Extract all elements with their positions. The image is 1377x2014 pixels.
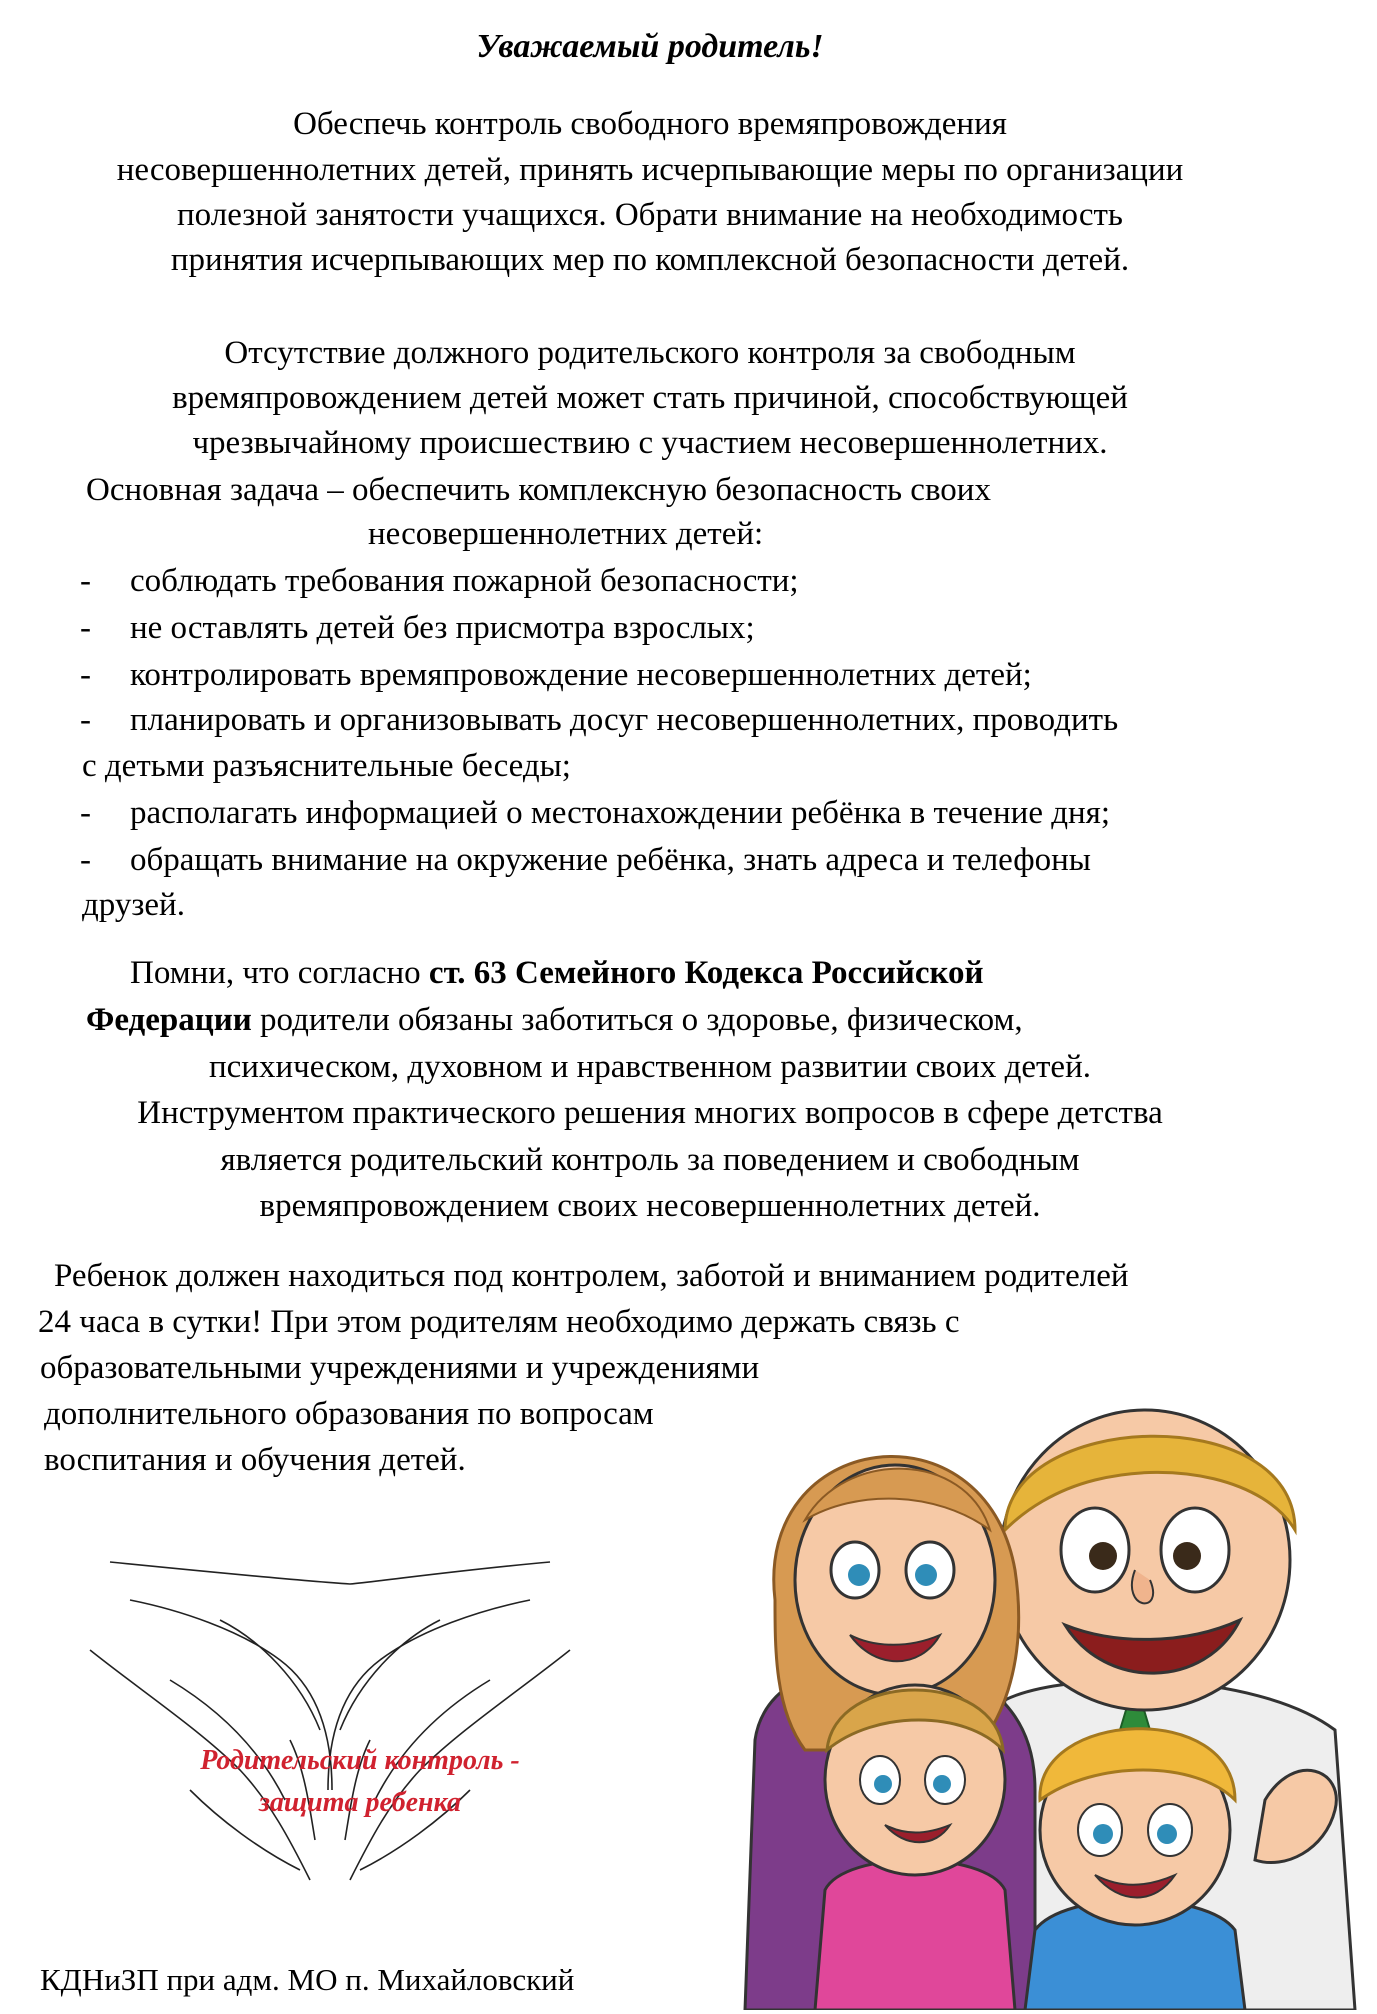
- slogan-line: Родительский контроль -: [200, 1745, 520, 1776]
- list-marker: -: [80, 842, 91, 878]
- list-marker: -: [80, 657, 91, 693]
- paragraph2-line: чрезвычайному происшествию с участием несовершеннолетних.: [192, 425, 1108, 461]
- task-line: несовершеннолетних детей:: [368, 516, 764, 552]
- paragraph2-line: времяпровождением детей может стать причиной, способствующей: [172, 380, 1128, 416]
- law-reference: ст. 63 Семейного Кодекса Российской: [428, 955, 984, 991]
- list-item-continuation: с детьми разъяснительные беседы;: [82, 748, 571, 784]
- law-reference: Федерации: [86, 1002, 252, 1038]
- family-cartoon-illustration: [735, 1370, 1365, 2010]
- footer-organization: КДНиЗП при адм. МО п. Михайловский: [40, 1962, 575, 1997]
- page-title: Уважаемый родитель!: [476, 28, 824, 65]
- list-marker: -: [80, 563, 91, 599]
- paragraph4-line: Ребенок должен находиться под контролем, заботой и вниманием родителей: [54, 1258, 1129, 1294]
- list-marker: -: [80, 795, 91, 831]
- paragraph2-line: Отсутствие должного родительского контроля за свободным: [224, 335, 1076, 371]
- slogan: [140, 1740, 580, 1824]
- paragraph1-line: Обеспечь контроль свободного времяпровождения: [293, 106, 1007, 142]
- list-item: обращать внимание на окружение ребёнка, знать адреса и телефоны: [130, 842, 1091, 878]
- paragraph3-line: [130, 953, 984, 993]
- list-marker: -: [80, 702, 91, 738]
- slogan-line: защита ребенка: [258, 1787, 462, 1818]
- paragraph3-line: времяпровождением своих несовершеннолетних детей.: [259, 1188, 1041, 1224]
- list-marker: -: [80, 610, 91, 646]
- paragraph3-text: родители обязаны заботиться о здоровье, физическом,: [251, 1002, 1023, 1038]
- paragraph3-text: Помни, что согласно: [130, 955, 429, 991]
- list-item: контролировать времяпровождение несовершеннолетних детей;: [130, 657, 1032, 693]
- list-item: соблюдать требования пожарной безопасности;: [130, 563, 799, 599]
- paragraph4-line: образовательными учреждениями и учреждениями: [40, 1350, 760, 1386]
- paragraph4-line: воспитания и обучения детей.: [44, 1442, 466, 1478]
- hands-sketch-illustration: [70, 1540, 590, 1900]
- paragraph4-line: дополнительного образования по вопросам: [44, 1396, 654, 1432]
- list-item: располагать информацией о местонахождении ребёнка в течение дня;: [130, 795, 1111, 831]
- paragraph3-line: [86, 1000, 1023, 1040]
- paragraph3-line: является родительский контроль за поведением и свободным: [220, 1142, 1080, 1178]
- paragraph4-line: 24 часа в сутки! При этом родителям необходимо держать связь с: [38, 1304, 960, 1340]
- list-item: не оставлять детей без присмотра взрослых;: [130, 610, 755, 646]
- paragraph1-line: несовершеннолетних детей, принять исчерпывающие меры по организации: [116, 152, 1184, 188]
- paragraph3-line: Инструментом практического решения многих вопросов в сфере детства: [137, 1095, 1163, 1131]
- task-line: Основная задача – обеспечить комплексную безопасность своих: [86, 472, 991, 508]
- list-item: планировать и организовывать досуг несовершеннолетних, проводить: [130, 702, 1119, 738]
- list-item-continuation: друзей.: [82, 887, 185, 923]
- paragraph1-line: принятия исчерпывающих мер по комплексной безопасности детей.: [170, 242, 1130, 278]
- paragraph1-line: полезной занятости учащихся. Обрати внимание на необходимость: [177, 197, 1123, 233]
- paragraph3-line: психическом, духовном и нравственном развитии своих детей.: [208, 1049, 1091, 1085]
